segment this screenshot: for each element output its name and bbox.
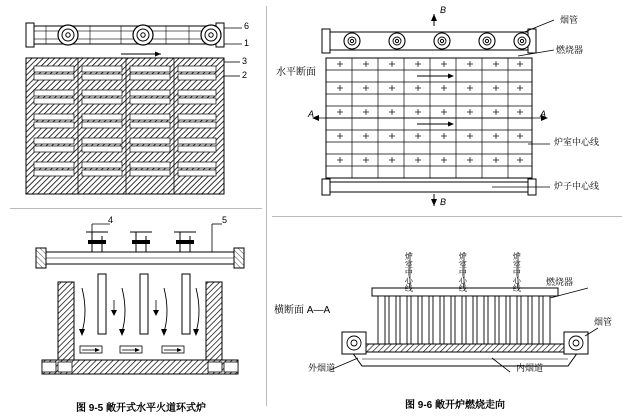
fig96-label-burner: 燃烧器 (556, 45, 584, 55)
fig96-plan-view-label: 水平断面 (276, 67, 316, 78)
fig96-mark-A-right: A (540, 109, 547, 119)
fig95-callout-6: 6 (244, 21, 250, 31)
horizontal-divider-right (272, 216, 622, 217)
fig96-chamber-center-line-2: 炉室中心线 (458, 252, 468, 292)
fig95-top-plan-svg (26, 14, 232, 56)
fig95-callout-1: 1 (244, 38, 250, 48)
fig95-callout-2: 2 (242, 70, 248, 80)
vertical-divider (266, 6, 267, 406)
fig96-label-furnace-center: 炉子中心线 (554, 181, 600, 191)
fig95-callout-5: 5 (222, 215, 228, 225)
fig96-section-label: 横断面 A—A (274, 305, 331, 316)
fig96-label-flue-pipe: 烟管 (560, 15, 579, 25)
fig96-mark-A-left: A (308, 109, 315, 119)
fig96-plan-svg (322, 14, 562, 206)
fig96-plan (322, 14, 552, 204)
fig96-section (342, 246, 602, 376)
fig95-section (36, 222, 246, 382)
fig96-label-burner2: 燃烧器 (546, 277, 574, 287)
fig96-mark-B-bottom: B (440, 197, 447, 207)
fig95-callout-3: 3 (242, 56, 248, 66)
fig96-chamber-center-line-1: 炉室中心线 (404, 252, 414, 292)
fig96-caption: 图 9-6 敞开炉燃烧走向 (404, 400, 505, 411)
horizontal-divider-left (10, 208, 262, 209)
fig95-top-plan (26, 14, 232, 56)
fig95-section-svg (36, 222, 246, 382)
fig96-label-outer-flue: 外烟道 (308, 363, 336, 373)
fig96-label-flue-pipe2: 烟管 (594, 317, 613, 327)
fig95-main-plan-svg (26, 58, 226, 196)
fig95-caption: 图 9-5 敞开式水平火道环式炉 (75, 403, 206, 414)
fig96-mark-B-top: B (440, 5, 447, 15)
fig96-chamber-center-line-3: 炉室中心线 (512, 252, 522, 292)
fig95-callout-4: 4 (108, 215, 114, 225)
fig96-section-svg (342, 246, 604, 378)
fig96-label-inner-flue: 内烟道 (516, 363, 544, 373)
fig96-label-chamber-center: 炉室中心线 (554, 137, 600, 147)
fig95-main-plan (26, 58, 226, 196)
